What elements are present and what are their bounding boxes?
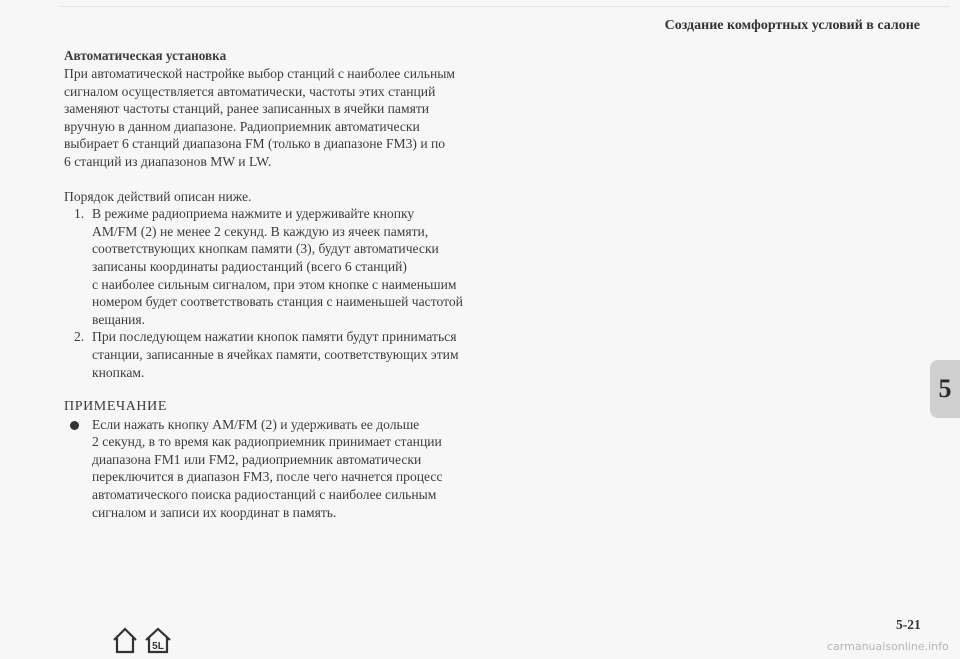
step-number: 2. xyxy=(74,329,85,345)
step-line: При последующем нажатии кнопок памяти будут приниматься xyxy=(92,329,457,345)
watermark: carmanualsonline.info xyxy=(827,640,949,653)
chapter-tab-label: 5 xyxy=(938,374,952,403)
step-number: 1. xyxy=(74,206,85,222)
house-badge-label: 5L xyxy=(152,641,164,652)
house-icon[interactable] xyxy=(112,626,138,654)
intro-line: выбирает 6 станций диапазона FM (только в диапазоне FM3) и по xyxy=(64,136,446,152)
step-line: номером будет соответствовать станция с наименьшей частотой xyxy=(92,294,463,310)
top-rule xyxy=(60,6,950,7)
intro-line: вручную в данном диапазоне. Радиоприемник автоматически xyxy=(64,118,420,134)
bullet-icon xyxy=(70,421,79,430)
chapter-tab xyxy=(930,360,960,418)
spacer xyxy=(64,171,494,188)
step-line: кнопкам. xyxy=(92,364,145,380)
list-item xyxy=(64,205,494,328)
main-content xyxy=(64,47,494,521)
note-line: переключится в диапазон FM3, после чего начнется процесс xyxy=(92,469,443,485)
step-line: соответствующих кнопкам памяти (3), будут автоматически xyxy=(92,241,439,257)
step-line: вещания. xyxy=(92,311,146,327)
note-line: Если нажать кнопку AM/FM (2) и удерживать ее дольше xyxy=(92,416,420,432)
step-line: записаны координаты радиостанций (всего 6 станций) xyxy=(92,258,407,274)
step-line: станции, записанные в ячейках памяти, соответствующих этим xyxy=(92,346,459,362)
note-line: 2 секунд, в то время как радиоприемник принимает станции xyxy=(92,434,442,450)
intro-paragraph xyxy=(64,65,494,171)
page-number: 5-21 xyxy=(896,617,921,632)
list-item xyxy=(64,328,494,381)
intro-line: заменяют частоты станций, ранее записанных в ячейки памяти xyxy=(64,101,430,117)
step-line: В режиме радиоприема нажмите и удерживайте кнопку xyxy=(92,206,415,222)
step-line: AM/FM (2) не менее 2 секунд. В каждую из ячеек памяти, xyxy=(92,223,429,239)
house-badge-icon[interactable] xyxy=(144,626,172,654)
intro-line: 6 станций из диапазонов MW и LW. xyxy=(64,153,272,169)
footer-icons xyxy=(112,626,172,654)
section-title: Автоматическая установка xyxy=(64,48,227,63)
note-line: автоматического поиска радиостанций с наиболее сильным xyxy=(92,487,437,503)
note-title: ПРИМЕЧАНИЕ xyxy=(64,399,167,415)
note-item xyxy=(64,416,494,522)
note-line: диапазона FM1 или FM2, радиоприемник автоматически xyxy=(92,451,422,467)
steps-list xyxy=(64,205,494,381)
chapter-header: Создание комфортных условий в салоне xyxy=(664,18,920,33)
intro-line: При автоматической настройке выбор станций с наиболее сильным xyxy=(64,66,455,81)
step-line: с наиболее сильным сигналом, при этом кнопке с наименьшим xyxy=(92,276,457,292)
intro-line: сигналом осуществляется автоматически, частоты этих станций xyxy=(64,83,436,99)
note-line: сигналом и записи их координат в память. xyxy=(92,504,337,520)
procedure-intro: Порядок действий описан ниже. xyxy=(64,188,252,204)
